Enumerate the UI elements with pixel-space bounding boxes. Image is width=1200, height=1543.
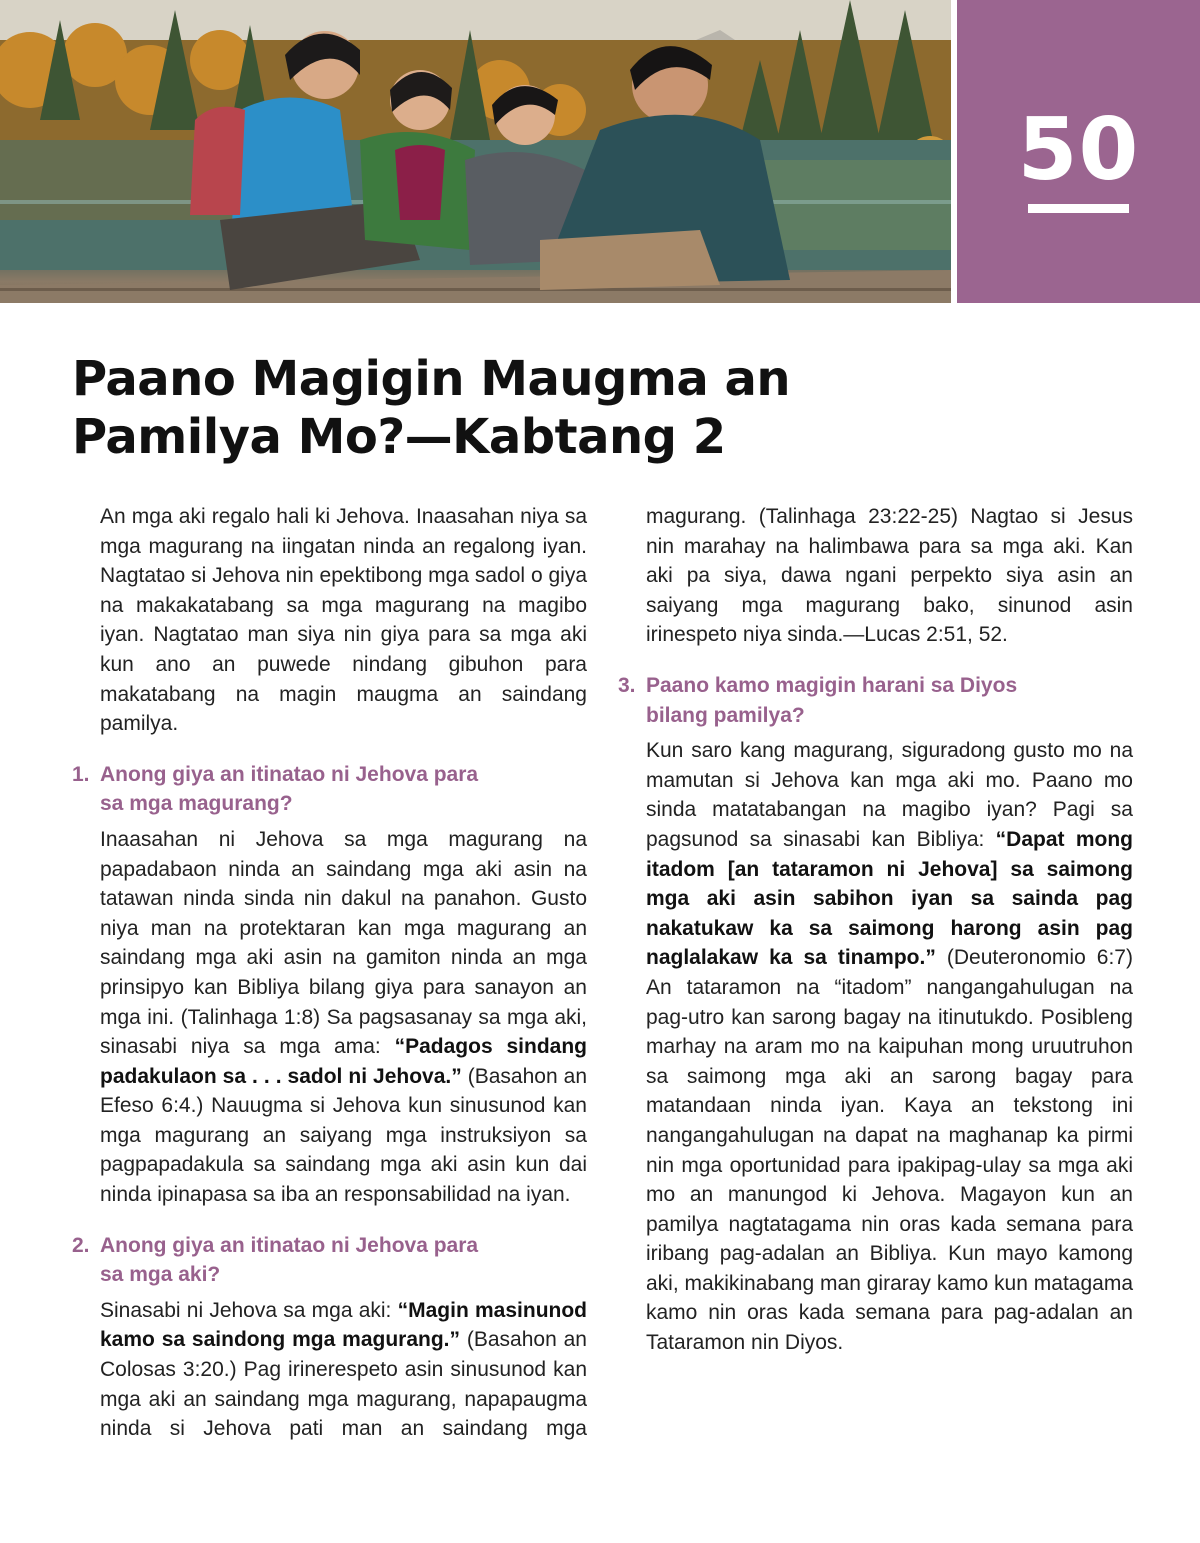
right-column xyxy=(618,502,1133,1358)
chapter-number: 50 xyxy=(1017,100,1140,200)
section-2-text-1: Sinasabi ni Jehova sa mga aki: xyxy=(100,1298,398,1322)
section-1-quote: “Padagos sindang padakulaon sa . . . sadol ni Jehova.” xyxy=(100,1035,587,1088)
section-1-question xyxy=(72,760,587,819)
section-3-question xyxy=(618,671,1133,730)
section-3-number: 3. xyxy=(618,674,636,697)
hero-photo xyxy=(0,0,951,303)
title-line-1: Paano Magigin Maugma an xyxy=(72,351,791,407)
section-2-body-continued xyxy=(618,502,1133,650)
title-line-2: Pamilya Mo?—Kabtang 2 xyxy=(72,409,726,465)
section-2-question-line-1: Anong giya an itinatao ni Jehova para xyxy=(100,1233,479,1257)
section-1-question-line-1: Anong giya an itinatao ni Jehova para xyxy=(100,762,479,786)
section-3-question-line-2: bilang pamilya? xyxy=(646,703,805,727)
section-3-text-1: Kun saro kang magurang, siguradong gusto mo na mamutan si Jehova kan mga aki mo. Paano mo sinda matatabangan na magibo iyan? Pagi sa pagsunod sa sinasabi kan Bibliya: xyxy=(646,739,1133,851)
chapter-underline xyxy=(1028,204,1129,213)
family-by-lake-photo-icon xyxy=(0,0,951,303)
section-2-quote: “Magin masinunod kamo sa saindong mga magurang.” xyxy=(100,1298,587,1352)
section-3-quote: “Dapat mong itadom [an tataramon ni Jehova] sa saimong mga aki asin sabihon iyan sa sainda pag nakatukaw ka sa saimong harong asin pag naglalakaw ka sa tinampo.” xyxy=(646,827,1133,970)
section-3-body xyxy=(618,736,1133,1357)
section-2-question xyxy=(72,1231,587,1290)
section-2-body xyxy=(72,1296,587,1444)
section-1-text-1: Inaasahan ni Jehova sa mga magurang na papadabaon ninda an saindang mga aki asin na tatawan ninda sinda nin dakul na panahon. Gusto niya man na protektaran kan mga magurang an saindang mga aki asin na gamiton ninda an mga prinsipyo kan Bibliya bilang giya para sanayon an mga ini. (Talinhaga 1:8) Sa pagsasanay sa mga aki, sinasabi niya sa mga ama: xyxy=(100,827,587,1059)
section-1-question-line-2: sa mga magurang? xyxy=(100,792,293,816)
section-1-number: 1. xyxy=(72,762,90,786)
intro-paragraph: An mga aki regalo hali ki Jehova. Inaasahan niya sa mga magurang na iingatan ninda an regalong iyan. Nagtatao si Jehova nin epektibong mga sadol o giya na makakatabang sa mga magurang na magibo iyan. Nagtatao man siya nin giya para sa mga aki kun ano an puwede nindang gibuhon para makatabang na magin maugma an saindang pamilya. xyxy=(100,505,587,736)
section-3-text-2: (Deuteronomio 6:7) An tataramon na “itadom” nangangahulugan na pag-utro kan sarong bagay na itinutukdo. Posibleng marhay na aram mo na kaipuhan mong uruutruhon sa saimong mga aki an sarong bagay para matandaan ninda iyan. Kaya an tekstong ini nangangahulugan na dapat na maghanap ka pirmi nin mga oportunidad para ipakipag-ulay sa mga aki mo an manungod ki Jehova. Magayon kun an pamilya nagtatagama nin oras kada semana para iribang pag-adalan an Bibliya. Kun mayo kamong aki, makikinabang man giraray kamo kun matagama kamo nin oras kada semana para pag-adalan an Tataramon nin Diyos. xyxy=(646,946,1133,1355)
left-column xyxy=(72,502,587,1444)
section-2-text-2-cont: magurang. (Talinhaga 23:22-25) Nagtao si Jesus nin marahay na halimbawa para sa mga aki. Kan aki pa siya, dawa ngani perpekto siya asin an saiyang mga magurang bako, sinunod asin irinespeto niya sinda.—Lucas 2:51, 52. xyxy=(646,504,1133,647)
chapter-badge xyxy=(957,0,1200,303)
page-title xyxy=(72,350,832,466)
section-1-text-2: (Basahon an Efeso 6:4.) Nauugma si Jehova kun sinusunod kan mga magurang an saiyang mga instruksiyon sa pagpapadakula sa saindang mga aki asin kun dai ninda ipinapasa sa iba an responsabilidad na iyan. xyxy=(100,1064,587,1207)
section-2-text-2: (Basahon an Colosas 3:20.) Pag irinerespeto asin sinusunod kan mga aki an saindang mga magurang, napapaugma ninda si Jehova pati man an saindang mga xyxy=(100,1328,587,1441)
section-3-question-line-1: Paano kamo magigin harani sa Diyos xyxy=(646,674,1018,697)
section-2-question-line-2: sa mga aki? xyxy=(100,1263,221,1287)
section-1-body xyxy=(72,825,587,1210)
section-2-continuation xyxy=(618,502,1133,650)
section-2-number: 2. xyxy=(72,1233,90,1257)
